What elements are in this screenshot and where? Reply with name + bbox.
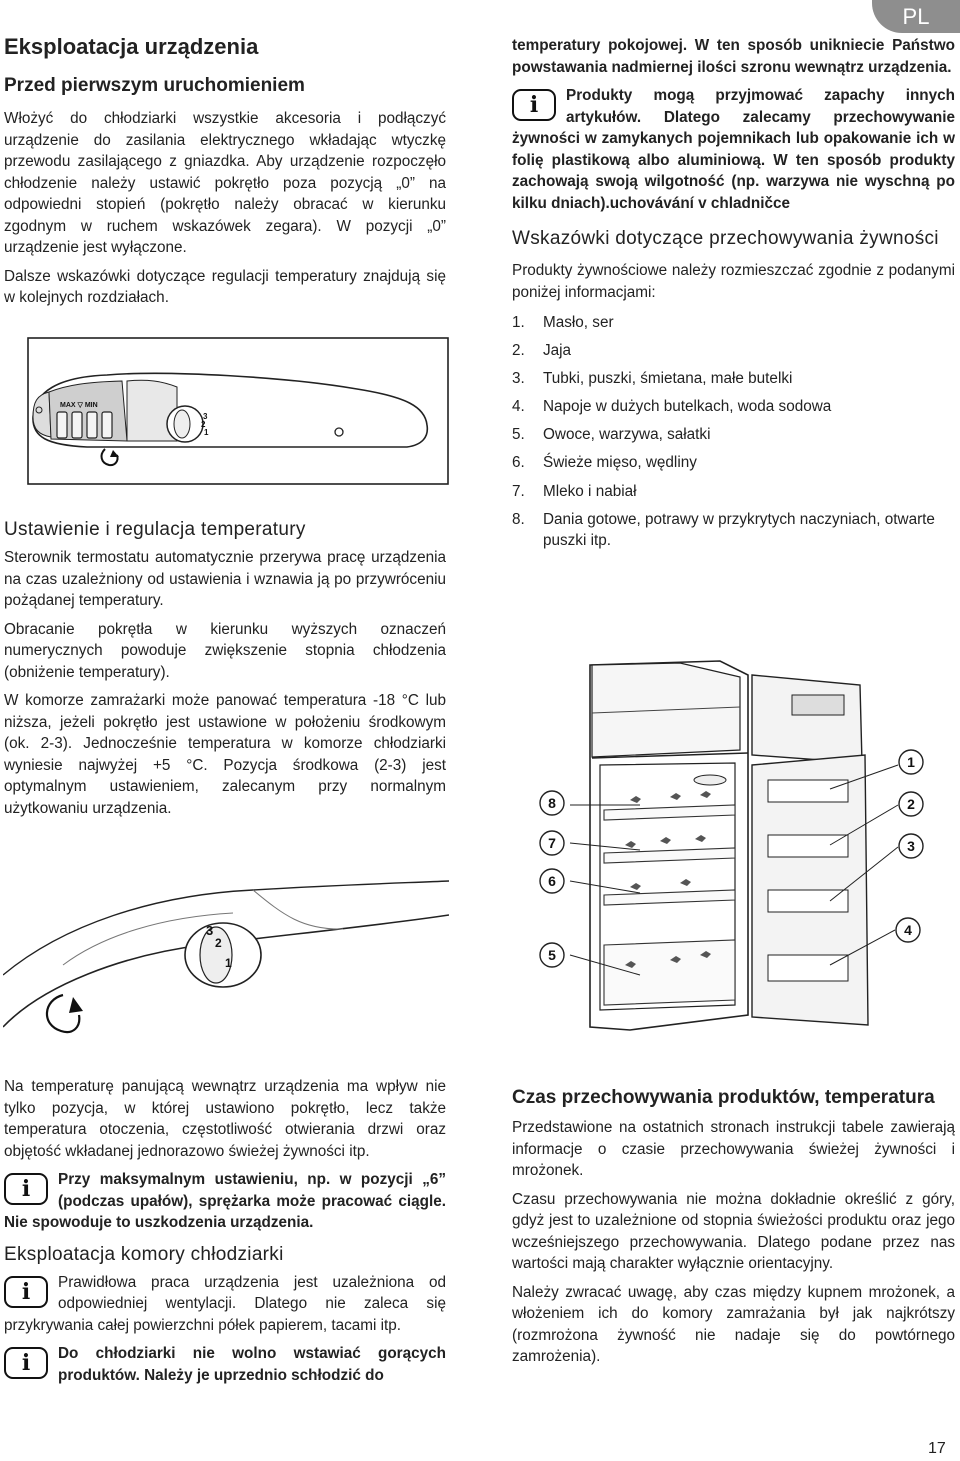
rotate-arrow-icon — [102, 449, 118, 465]
section-heading-storage-time: Czas przechowywania produktów, temperatura — [512, 1087, 935, 1108]
note-text: Prawidłowa praca urządzenia jest uzależniona od odpowiedniej wentylacji. Dlatego nie zaleca się przykrywania całej powierzchni półek papierem, tacami itp. — [4, 1273, 446, 1334]
fridge-diagram — [530, 655, 935, 1040]
left-column-middle — [4, 518, 446, 819]
info-icon: i — [512, 89, 556, 121]
dial-number: 2 — [215, 936, 222, 950]
right-column-top — [512, 35, 955, 558]
dial-number: 3 — [203, 412, 208, 421]
list-item: 7. Mleko i nabiał — [512, 482, 637, 500]
paragraph: Należy zwracać uwagę, aby czas między kupnem mrożonek, a włożeniem ich do komory zamrażania był jak najkrótszy (rozmrożona żywność nie nadaje się do powtórnego zamrożenia). — [512, 1283, 955, 1365]
page-title: Eksploatacja urządzenia — [4, 34, 259, 59]
dial-number: 3 — [206, 923, 214, 938]
thermostat-panel-figure — [27, 337, 449, 485]
dial-closeup-figure — [3, 855, 449, 1040]
language-badge: PL — [872, 0, 960, 33]
callout-label: 3 — [907, 838, 915, 854]
left-column-top — [4, 33, 446, 309]
dial-number: 1 — [225, 956, 232, 970]
note-text: Do chłodziarki nie wolno wstawiać gorących produktów. Należy je uprzednio schłodzić do — [58, 1345, 446, 1384]
paragraph: Czasu przechowywania nie można dokładnie określić z góry, gdyż jest to uzależnione od stopnia świeżości produktu oraz jego wcześniejszego przechowywania. Dlatego podane przez nas wartości mają charakter wyłącznie orientacyjny. — [512, 1190, 955, 1272]
panel-label: MAX ▽ MIN — [60, 402, 98, 409]
callout-label: 2 — [907, 796, 915, 812]
section-heading-first-start: Przed pierwszym uruchomieniem — [4, 75, 305, 96]
paragraph: Na temperaturę panującą wewnątrz urządzenia ma wpływ nie tylko pozycja, w której ustawiono pokrętło, lecz także temperatura otoczenia, częstotliwość otwierania drzwi oraz objętość wkładanej jednorazowo świeżej żywności itp. — [4, 1078, 446, 1160]
list-item: 1. Masło, ser — [512, 314, 614, 331]
info-icon: i — [4, 1173, 48, 1205]
section-heading-storage-tips: Wskazówki dotyczące przechowywania żywności — [512, 228, 939, 249]
paragraph: Przedstawione na ostatnich stronach instrukcji tabele zawierają informacje o czasie przechowywania świeżej żywności i mrożonek. — [512, 1119, 955, 1179]
right-column-bottom — [512, 1086, 955, 1368]
list-item: 6. Świeże mięso, wędliny — [512, 454, 697, 472]
info-note — [4, 1343, 446, 1386]
dial-number: 1 — [204, 428, 209, 437]
info-note — [4, 1272, 446, 1337]
paragraph: Produkty żywnościowe należy rozmieszczać zgodnie z podanymi poniżej informacjami: — [512, 262, 955, 301]
dial-number: 2 — [201, 420, 206, 429]
callout-label: 1 — [907, 754, 915, 770]
list-item: 4. Napoje w dużych butelkach, woda sodowa — [512, 398, 832, 416]
info-icon: i — [4, 1276, 48, 1308]
callout-label: 5 — [548, 947, 556, 963]
callout-label: 8 — [548, 795, 556, 811]
list-item: 8. Dania gotowe, potrawy w przykrytych naczyniach, otwarte puszki itp. — [512, 510, 935, 550]
info-note — [512, 85, 955, 214]
paragraph: temperatury pokojowej. W ten sposób unikniecie Państwo powstawania nadmiernej ilości szronu wewnątrz urządzenia. — [512, 37, 955, 76]
callout-label: 4 — [904, 922, 912, 938]
paragraph: Obracanie pokrętła w kierunku wyższych oznaczeń numerycznych powoduje zwiększenie stopnia chłodzenia (obniżenie temperatury). — [4, 620, 446, 681]
callout-label: 7 — [548, 835, 556, 851]
callout-label: 6 — [548, 873, 556, 889]
list-item: 3. Tubki, puszki, śmietana, małe butelki — [512, 370, 793, 388]
info-note — [4, 1169, 446, 1234]
paragraph: Sterownik termostatu automatycznie przerywa pracę urządzenia na czas uzależniony od ustawienia i wznawia ją po przywróceniu pożądanej temperatury. — [4, 549, 446, 609]
note-text: Produkty mogą przyjmować zapachy innych artykułów. Dlatego zalecamy przechowywanie żywności w zamykanych pojemnikach lub opakowanie ich w folię plastikową albo aluminiową. W ten sposób produkty zachowają swoją wilgotność (np. warzywa nie wyschną po kilku dniach).uchovávání v chladničce — [512, 87, 955, 212]
info-icon: i — [4, 1347, 48, 1379]
paragraph: Włożyć do chłodziarki wszystkie akcesoria i podłączyć urządzenie do zasilania elektrycznego wkładając wtyczkę przewodu zasilającego z gniazdka. Aby urządzenie rozpoczęło chłodzenie należy ustawić pokrętło poza pozycją „0” na odpowiedni stopień (pokrętło należy obracać w kierunku zgodnym w ruchem wskazówek zegara). W pozycji „0” urządzenie jest wyłączone. — [4, 110, 446, 256]
paragraph: Dalsze wskazówki dotyczące regulacji temperatury znajdują się w kolejnych rozdziałach. — [4, 267, 446, 306]
section-heading-fridge-operation: Eksploatacja komory chłodziarki — [4, 1243, 284, 1265]
note-text: Przy maksymalnym ustawieniu, np. w pozycji „6” (podczas upałów), sprężarka może pracować ciągle. Nie spowoduje to uszkodzenia urządzenia. — [4, 1171, 446, 1231]
paragraph: W komorze zamrażarki może panować temperatura -18 °C lub niższa, jeżeli pokrętło jest ustawione w położeniu środkowym (ok. 2-3). Jednocześnie temperatura w komorze chłodziarki wyniesie najwyżej +5 °C. Pozycja środkowa (2-3) jest optymalnym ustawieniem, zalecanym przy normalnym użytkowaniu urządzenia. — [4, 692, 446, 817]
list-item: 5. Owoce, warzywa, sałatki — [512, 426, 711, 444]
storage-list — [512, 312, 955, 552]
list-item: 2. Jaja — [512, 342, 572, 360]
section-heading-temperature: Ustawienie i regulacja temperatury — [4, 519, 306, 540]
left-column-bottom — [4, 1076, 446, 1386]
page-number: 17 — [928, 1440, 946, 1457]
